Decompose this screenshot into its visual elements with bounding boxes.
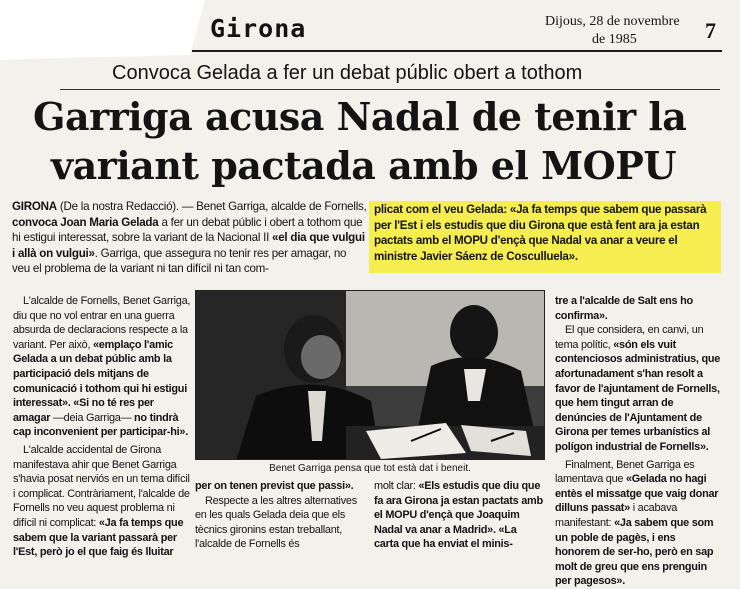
col1-paragraph-1 (13, 294, 191, 440)
column-4 (555, 294, 721, 589)
dateline: GIRONA (12, 200, 57, 213)
header-rule (192, 50, 722, 52)
col4-p3-bold-2: «Ja sabem que som un poble de pagès, i ens honorem de ser-ho, però en sap molt de greu que ens prenguin per pagesos». (555, 516, 714, 588)
col3-paragraph-1 (374, 479, 544, 552)
col4-bold: tre a l'alcalde de Salt ens ho confirma». (555, 295, 693, 322)
date-line-1: Dijous, 28 de novembre (545, 14, 680, 29)
headline-line-1: Garriga acusa Nadal de tenir la (33, 94, 687, 139)
headline-line-2: variant pactada amb el MOPU (51, 143, 676, 188)
col1-text-2: —deia Garriga— (50, 411, 135, 424)
col4-p2-text: El que considera, en canvi, un tema polític, (555, 324, 704, 351)
lead-continuation: plicat com el veu Gelada: «Ja fa temps que sabem que passarà per l'Est i els estudis que diu Girona que està fent ara ja estan pactats amb el MOPU d'ençà que Nadal va anar a veure el ministre Javier Sáenz de Cosculluela». (374, 203, 707, 263)
lead-paragraph (12, 199, 367, 277)
column-3 (374, 479, 544, 552)
col4-paragraph-3 (555, 458, 721, 589)
photo-illustration (196, 291, 545, 460)
col4-p3-bold: «Gelada no hagi entès el missatge que vaig donar dilluns passat» (555, 473, 719, 515)
col1-p2-bold: «Ja fa temps que sabem que la variant passarà per l'Est, però jo el que faig és lluitar (13, 516, 184, 559)
col2-paragraph-2 (195, 494, 367, 552)
lead-text-3: . Garriga, que assegura no tenir res per amagar, no veu el problema de la variant ni tan difícil ni tan com- (12, 246, 347, 275)
col4-p3-text: Finalment, Benet Garriga es lamentava que (555, 458, 695, 486)
col1-p2-text: L'alcalde accidental de Girona manifestava ahir que Benet Garriga s'havia posat nerviós en un tema difícil i complicat. Contràriament, l'alcalde de Fornells no veu aquest problema ni difícil ni complicat: (13, 443, 190, 529)
lead-text-2: a fer un debat públic i obert a tothom que hi estigui interessat, sobre la variant de la Nacional II (12, 215, 363, 244)
col1-bold-2: no tindrà cap inconvenient per participar-hi». (13, 411, 188, 439)
column-2 (195, 479, 367, 552)
date-line-2: de 1985 (592, 32, 637, 47)
col1-paragraph-2 (13, 443, 191, 560)
page-number: 7 (705, 18, 716, 43)
kicker-rule (60, 89, 720, 90)
lead-bold-1: convoca Joan Maria Gelada (12, 215, 159, 229)
column-1 (13, 294, 191, 560)
photo-caption: Benet Garriga pensa que tot està dat i beneit. (269, 463, 471, 474)
col1-text: L'alcalde de Fornells, Benet Garriga, diu que no vol entrar en una guerra absurda de declaracions respecte a la variant. Per això, (13, 295, 191, 351)
col4-paragraph-1 (555, 294, 721, 323)
col1-bold: «emplaço l'amic Gelada a un debat públic amb la participació dels mitjans de comunicació i tothom qui hi estigui interessat». «Si no té res per amagar (13, 338, 187, 424)
col2-bold: per on tenen previst que passi». (195, 480, 354, 492)
col4-p3-text-2: i acabava manifestant: (555, 502, 678, 529)
col4-paragraph-2 (555, 323, 721, 454)
col3-bold: «Els estudis que diu que fa ara Girona ja estan pactats amb el MOPU d'ençà que Joaquim Nadal va anar a Madrid». «La carta que ha enviat el minis- (374, 480, 543, 551)
section-title: Girona (210, 14, 307, 43)
col4-p2-bold: «són els vuit contenciosos administratius, que afortunadament s'han resolt a favor de l'ajuntament de Fornells, que hem tingut arran de denúncies de l'Ajuntament de Girona per temes urbanístics al polígon industrial de Fornells». (555, 338, 721, 453)
kicker: Convoca Gelada a fer un debat públic obert a tothom (112, 62, 583, 84)
col2-paragraph-1 (195, 479, 367, 494)
lead-text-1: (De la nostra Redacció). — Benet Garriga, alcalde de Fornells, (56, 200, 367, 213)
lead-bold-2: «el dia que vulgui i allà on vulgui» (12, 231, 365, 260)
col2-text: Respecte a les altres alternatives en les quals Gelada deia que els tècnics gironins estan treballant, l'alcalde de Fornells és (195, 494, 357, 551)
news-photo (195, 290, 545, 460)
col3-text: molt clar: (374, 480, 419, 492)
